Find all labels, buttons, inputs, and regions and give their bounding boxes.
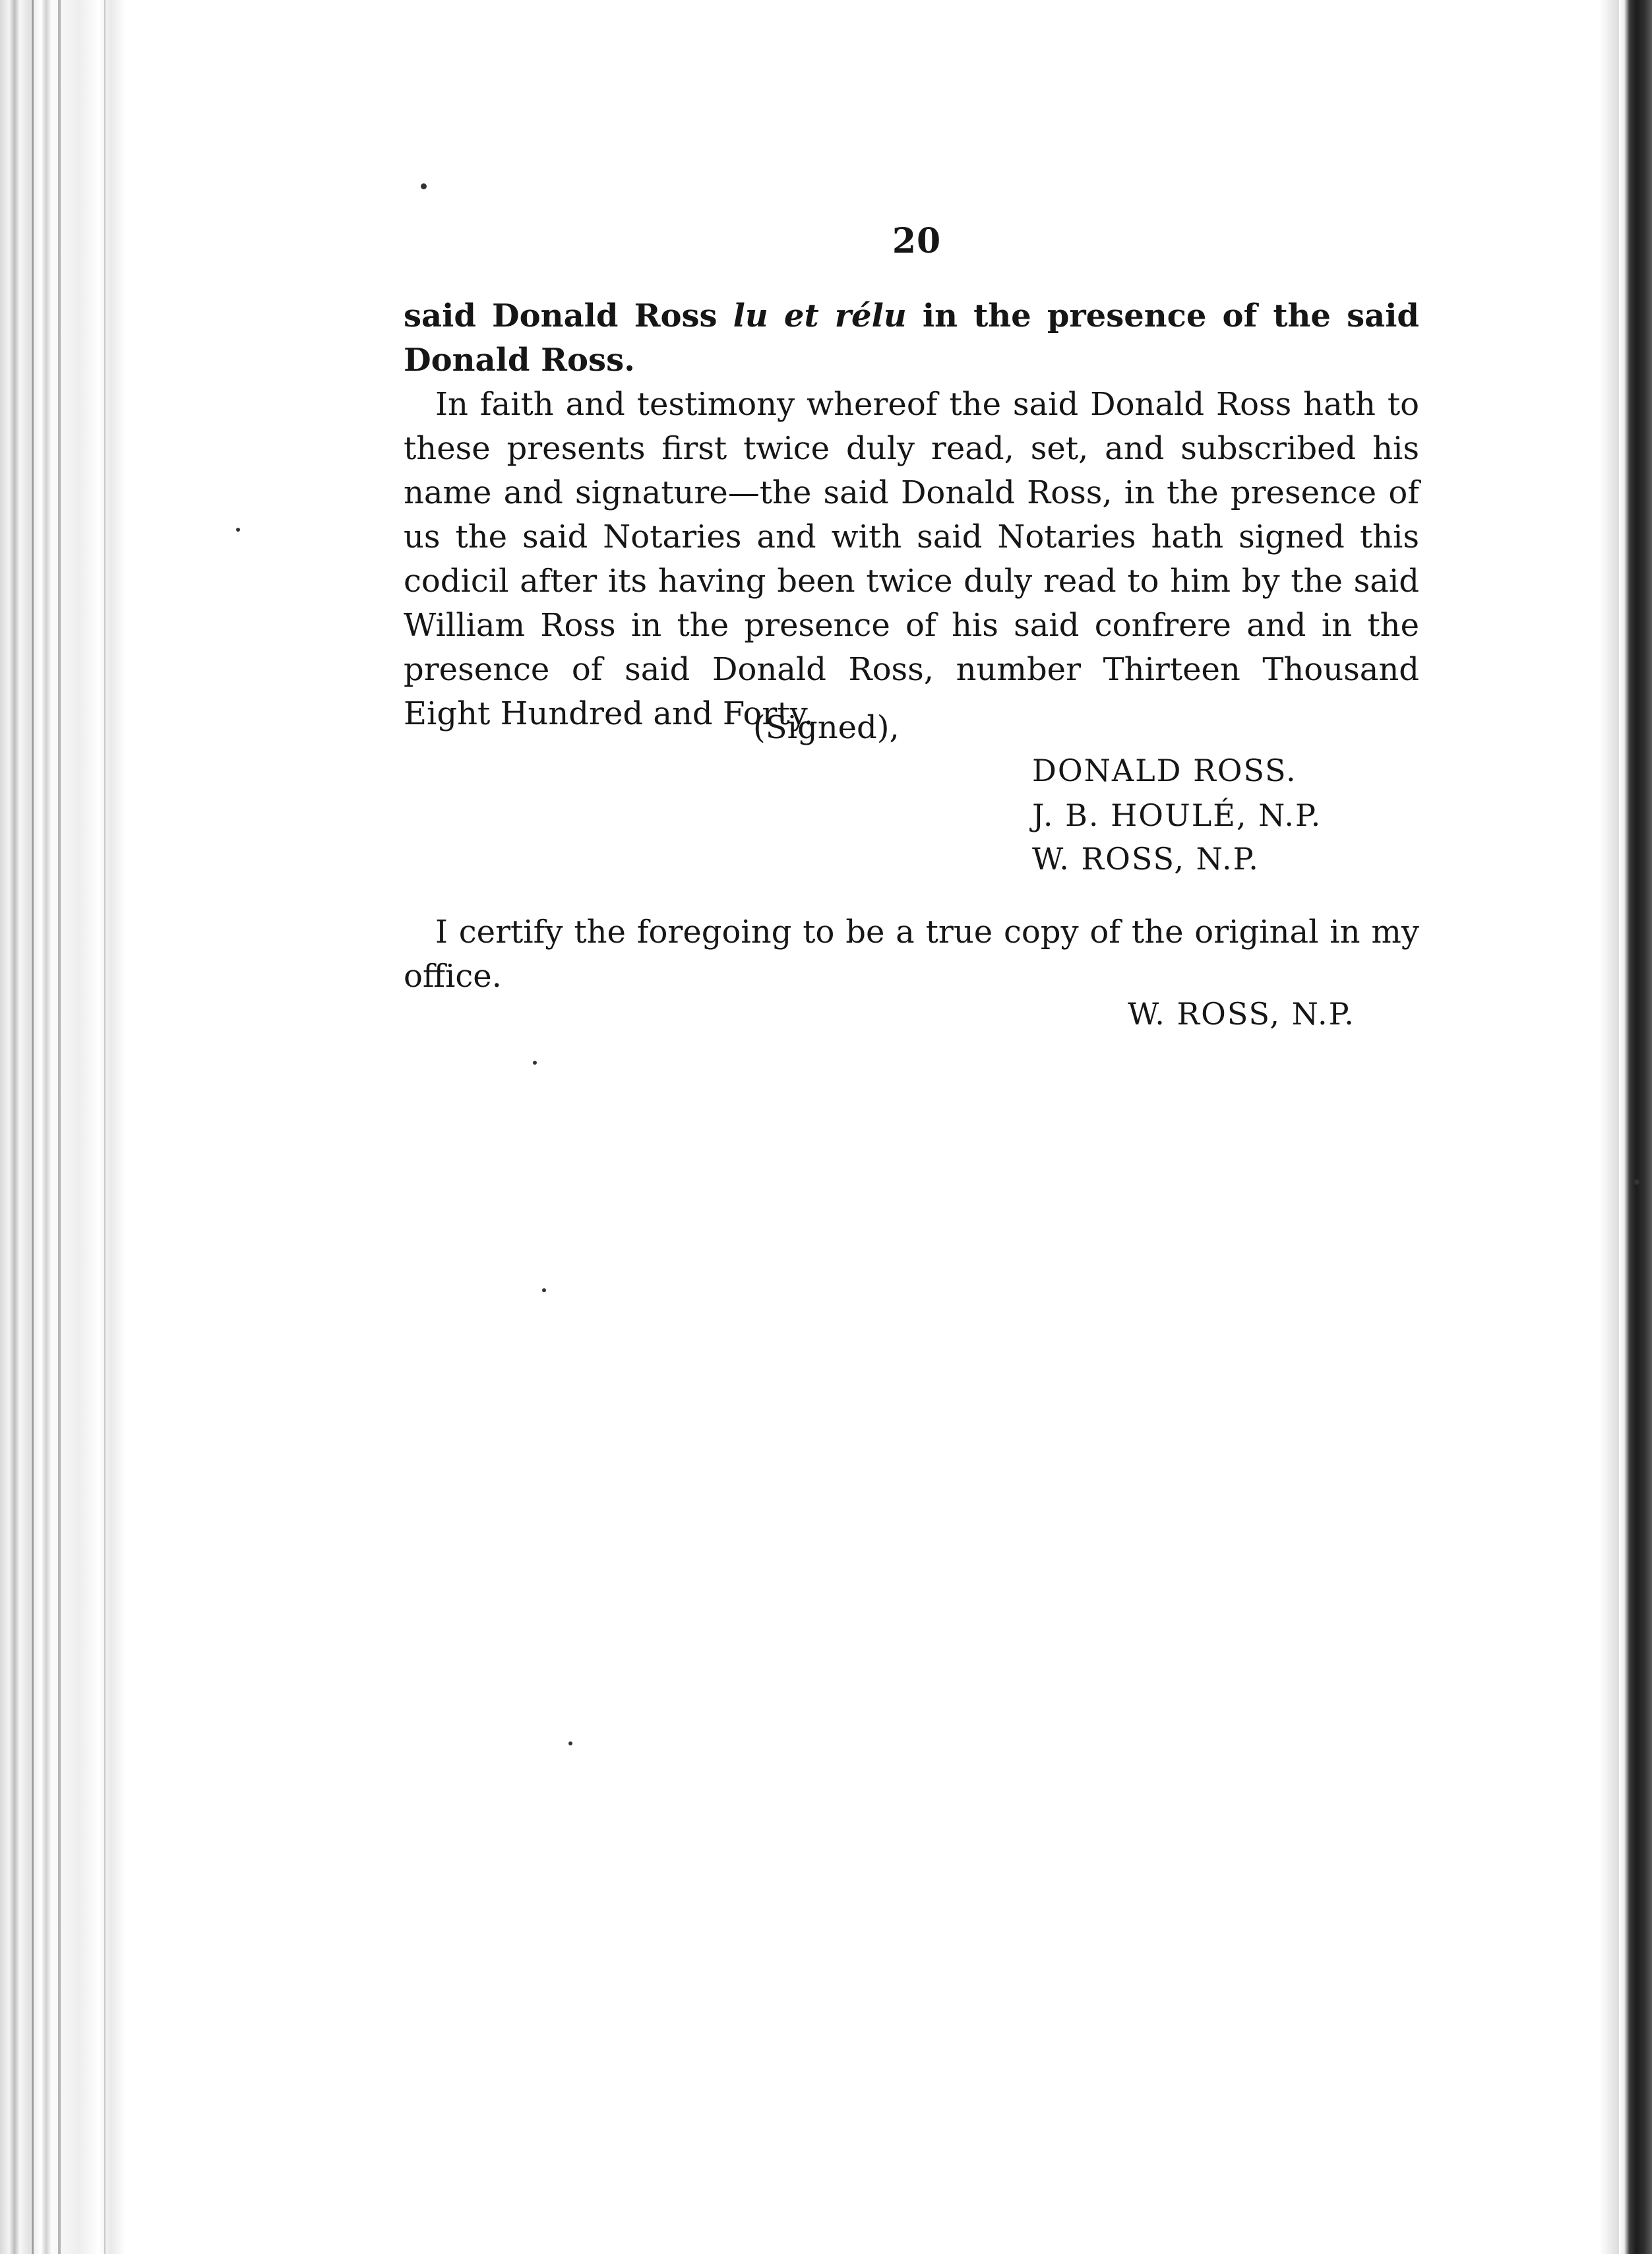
signature-donald-ross: DONALD ROSS. [1032,753,1297,788]
ink-speck [421,183,427,189]
certification-paragraph [404,910,1419,999]
ink-speck [1634,1179,1639,1185]
signed-label: (Signed), [753,709,900,746]
para1-text-end: in the presence of the said Donald Ross. [404,297,1419,379]
page-edge-line [32,0,34,2254]
para1-italic-phrase: lu et rélu [733,297,907,334]
ink-speck [236,528,240,532]
book-binding-edge [0,0,125,2254]
page-edge-line [58,0,61,2254]
para1-text-start: said Donald Ross [404,297,733,334]
certification-text: I certify the foregoing to be a true copy of the original in my office. [404,914,1419,995]
right-shadow [1599,0,1619,2254]
signature-houle: J. B. HOULÉ, N.P. [1032,798,1322,833]
ink-speck [533,1061,537,1065]
signature-w-ross: W. ROSS, N.P. [1032,841,1260,877]
page-edge-line [104,0,106,2254]
right-book-edge [1619,0,1652,2254]
testimony-paragraph [404,383,1419,736]
final-signature: W. ROSS, N.P. [1128,996,1355,1032]
ink-speck [568,1741,572,1745]
paragraph-continued [404,294,1419,383]
testimony-text: In faith and testimony whereof the said Donald Ross hath to these presents first twice duly read, set, and subscribed his name and signature—the said Donald Ross, in the presence of us the said Notaries and with said Notaries hath signed this codicil after its having been twice duly read to him by the said William Ross in the presence of his said confrere and in the presence of said Donald Ross, number Thirteen Thousand Eight Hundred and Forty. [404,386,1419,732]
page-number: 20 [892,221,942,261]
ink-speck [542,1288,546,1292]
